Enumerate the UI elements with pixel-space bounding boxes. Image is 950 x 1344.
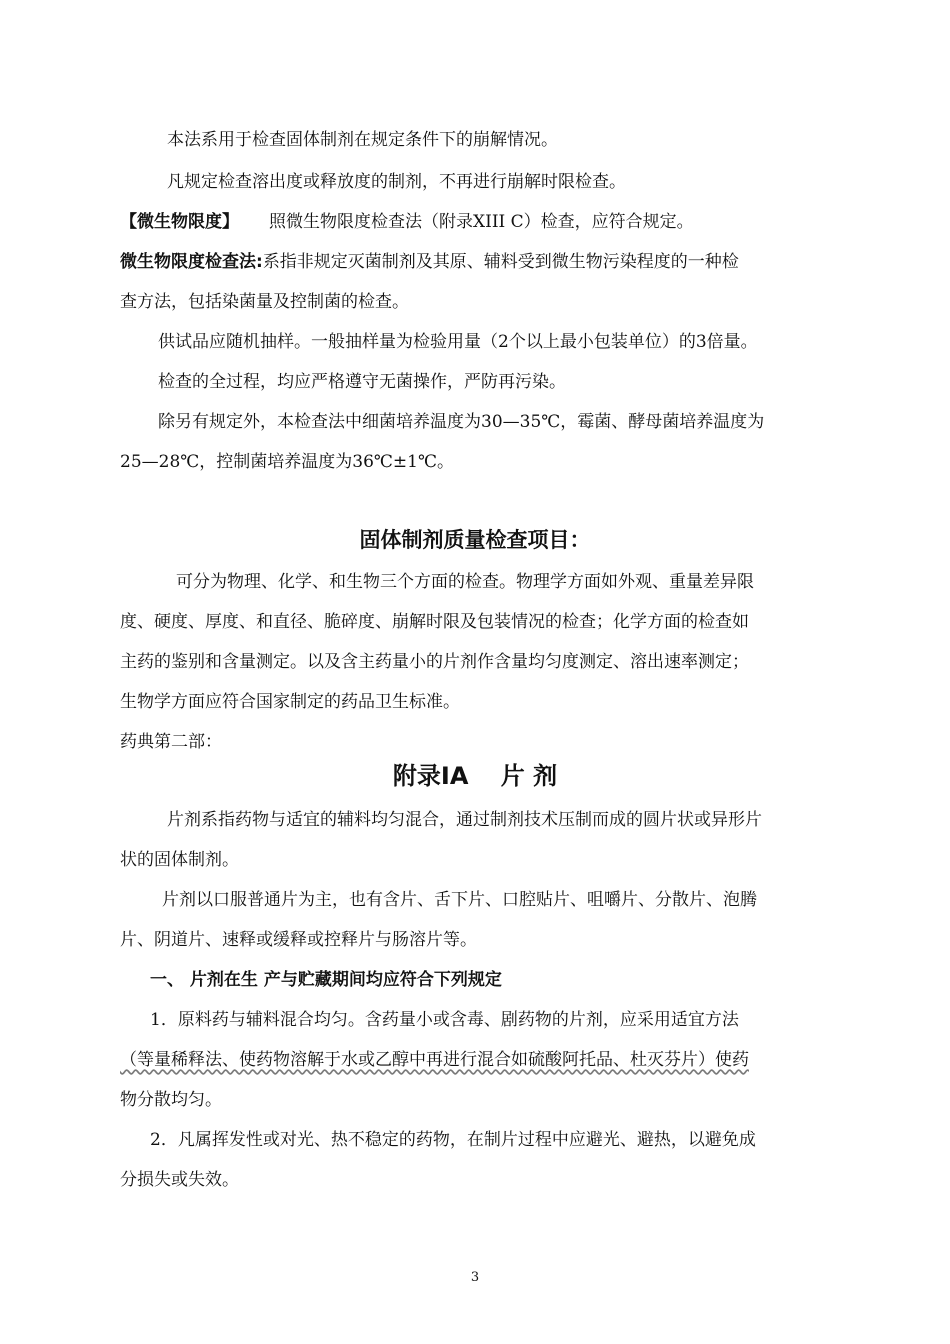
microbial-method-label: 微生物限度检查法: [120, 252, 263, 272]
microbial-method-text: 系指非规定灭菌制剂及其原、辅料受到微生物污染程度的一种检 [262, 252, 739, 272]
paragraph-disintegration-exemption: 凡规定检查溶出度或释放度的制剂，不再进行崩解时限检查。 [167, 172, 626, 192]
paragraph-temperature-line1: 除另有规定外，本检查法中细菌培养温度为30—35℃，霉菌、酵母菌培养温度为 [158, 412, 765, 432]
paragraph-microbial-method-line2: 查方法，包括染菌量及控制菌的检查。 [120, 292, 409, 312]
quality-line4: 生物学方面应符合国家制定的药品卫生标准。 [120, 692, 460, 712]
tablet-definition-line2: 状的固体制剂。 [120, 850, 239, 870]
paragraph-microbial-limit [120, 210, 840, 234]
requirement-1-line2-text: （等量稀释法、使药物溶解于水或乙醇中再进行混合如硫酸阿托品、杜灭芬片）使药 [120, 1050, 749, 1070]
requirement-1-line3: 物分散均匀。 [120, 1090, 222, 1110]
pharmacopoeia-part: 药典第二部： [120, 732, 222, 752]
tablet-requirements-subhead: 一、 片剂在生 产与贮藏期间均应符合下列规定 [150, 970, 502, 990]
requirement-2-line1: 2．凡属挥发性或对光、热不稳定的药物，在制片过程中应避光、避热，以避免成 [150, 1130, 756, 1150]
page-number: 3 [470, 1270, 480, 1285]
quality-line2: 度、硬度、厚度、和直径、脆碎度、崩解时限及包装情况的检查；化学方面的检查如 [120, 612, 749, 632]
paragraph-temperature-line2: 25—28℃，控制菌培养温度为36℃±1℃。 [120, 452, 455, 472]
paragraph-aseptic: 检查的全过程，均应严格遵守无菌操作，严防再污染。 [158, 372, 566, 392]
requirement-1-line2 [120, 1048, 840, 1072]
paragraph-disintegration-scope: 本法系用于检查固体制剂在规定条件下的崩解情况。 [167, 130, 558, 150]
microbial-limit-text: 照微生物限度检查法（附录XIII C）检查，应符合规定。 [269, 212, 694, 232]
paragraph-sampling: 供试品应随机抽样。一般抽样量为检验用量（2个以上最小包装单位）的3倍量。 [158, 332, 758, 352]
section-title-tablet: 附录ⅠA 片 剂 [392, 762, 558, 790]
requirement-1-line1: 1．原料药与辅料混合均匀。含药量小或含毒、剧药物的片剂，应采用适宜方法 [150, 1010, 739, 1030]
microbial-limit-label: 【微生物限度】 [120, 212, 239, 232]
tablet-types-line1: 片剂以口服普通片为主，也有含片、舌下片、口腔贴片、咀嚼片、分散片、泡腾 [162, 890, 757, 910]
requirement-2-line2: 分损失或失效。 [120, 1170, 239, 1190]
quality-line3: 主药的鉴别和含量测定。以及含主药量小的片剂作含量均匀度测定、溶出速率测定； [120, 652, 749, 672]
tablet-definition-line1: 片剂系指药物与适宜的辅料均匀混合，通过制剂技术压制而成的圆片状或异形片 [167, 810, 762, 830]
tablet-types-line2: 片、阴道片、速释或缓释或控释片与肠溶片等。 [120, 930, 477, 950]
quality-line1: 可分为物理、化学、和生物三个方面的检查。物理学方面如外观、重量差异限 [176, 572, 754, 592]
section-title-quality: 固体制剂质量检查项目： [359, 528, 591, 552]
paragraph-microbial-method-line1 [120, 250, 840, 274]
